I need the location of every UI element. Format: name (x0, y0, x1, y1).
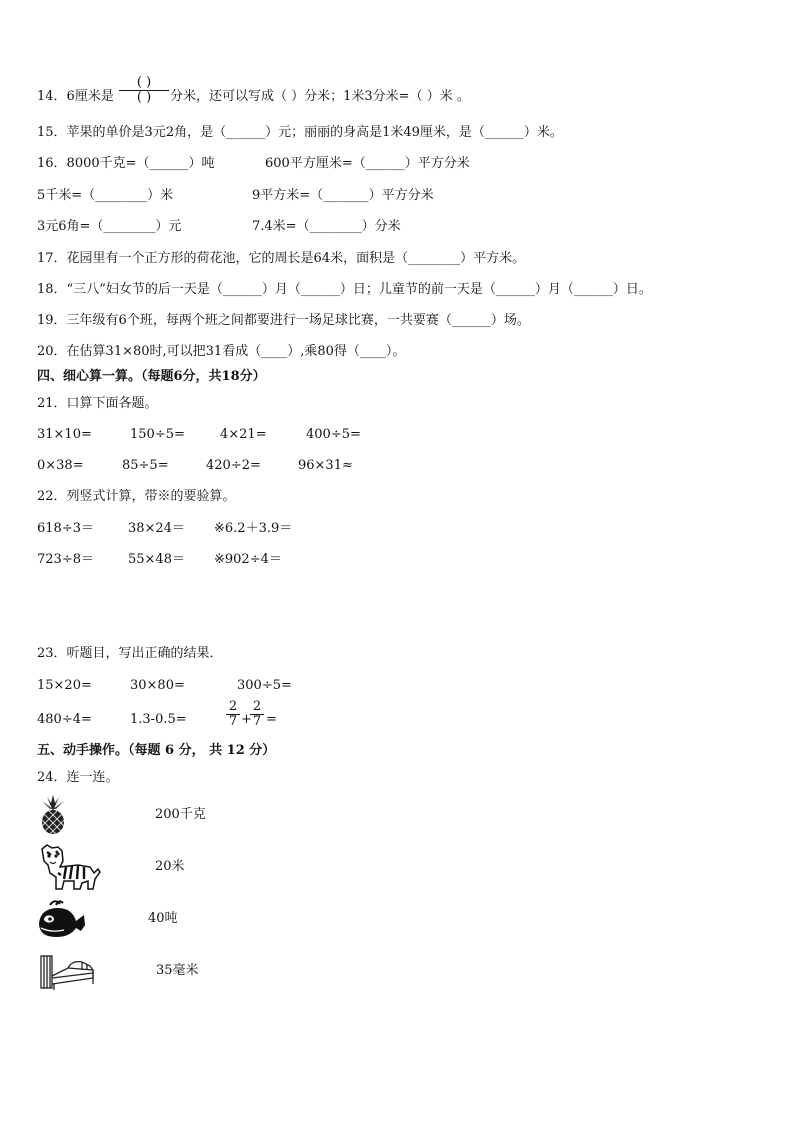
q16-item-d: 9平方米=（_______）平方分米 (252, 188, 434, 203)
q24-label-4: 35毫米 (156, 963, 199, 978)
q21-r1-c1: 31×10= (37, 427, 92, 442)
q21-r2-c1: 0×38= (37, 458, 84, 473)
q22-r2-c2: 55×48＝ (128, 552, 185, 567)
q23-fraction-b (250, 700, 264, 729)
q23-plus-sign: + (241, 712, 252, 727)
bed-icon (38, 948, 96, 992)
q18-text: 18．“三八”妇女节的后一天是（______）月（______）日；儿童节的前一天是（______）月（______）日。 (37, 282, 652, 297)
q21-r1-c2: 150÷5= (130, 427, 185, 442)
pineapple-icon (36, 795, 70, 835)
q14-fraction-numerator: ( ) (136, 75, 152, 90)
q21-r1-c3: 4×21= (220, 427, 267, 442)
q22-r2-c3: ※902÷4＝ (214, 552, 282, 567)
q16-item-f: 7.4米=（________）分米 (252, 219, 401, 234)
q21-r2-c4: 96×31≈ (298, 458, 353, 473)
q22-r2-c1: 723÷8＝ (37, 552, 94, 567)
q23-r2-c1: 480÷4= (37, 712, 92, 727)
q16-item-e: 3元6角=（________）元 (37, 219, 182, 234)
section-5-heading: 五、动手操作。（每题 6 分， 共 12 分） (37, 743, 276, 758)
q24-label-3: 40吨 (148, 911, 178, 926)
q24-title: 24．连一连。 (37, 770, 119, 785)
whale-icon (36, 897, 88, 939)
q20-text: 20．在估算31×80时,可以把31看成（____）,乘80得（____）。 (37, 344, 406, 359)
q23-title: 23．听题目，写出正确的结果． (37, 646, 223, 661)
q23-r2-c2: 1.3-0.5= (130, 712, 187, 727)
q15-text: 15．苹果的单价是3元2角，是（______）元；丽丽的身高是1米49厘米，是（______）米。 (37, 125, 563, 140)
q23-fraction-a (226, 700, 240, 729)
q22-r1-c1: 618÷3＝ (37, 521, 94, 536)
q22-title: 22．列竖式计算，带※的要验算。 (37, 489, 236, 504)
q23-r1-c1: 15×20= (37, 678, 92, 693)
q22-r1-c2: 38×24＝ (128, 521, 185, 536)
q14-prefix: 14．6厘米是 (37, 89, 114, 104)
q24-label-1: 200千克 (155, 807, 206, 822)
q21-r2-c2: 85÷5= (122, 458, 169, 473)
q23-equals-sign: = (266, 712, 277, 727)
q22-r1-c3: ※6.2＋3.9＝ (214, 521, 293, 536)
q14-fraction (119, 76, 169, 105)
q23-r1-c3: 300÷5= (237, 678, 292, 693)
q23-r1-c2: 30×80= (130, 678, 185, 693)
q21-r1-c4: 400÷5= (306, 427, 361, 442)
q16-item-a: 16．8000千克=（______）吨 (37, 156, 215, 171)
q23-fraction-a-denominator: 7 (228, 714, 238, 729)
q16-item-c: 5千米=（________）米 (37, 188, 174, 203)
q23-fraction-a-numerator: 2 (228, 699, 238, 714)
q14-fraction-denominator: ( ) (136, 90, 152, 105)
q23-fraction-b-denominator: 7 (252, 714, 262, 729)
q14-suffix: 分米，还可以写成（ ）分米；1米3分米=（ ）米 。 (170, 89, 470, 104)
q21-title: 21．口算下面各题。 (37, 396, 158, 411)
q19-text: 19．三年级有6个班，每两个班之间都要进行一场足球比赛，一共要赛（______）场。 (37, 313, 530, 328)
section-4-heading: 四、细心算一算。（每题6分，共18分） (37, 369, 266, 384)
q21-r2-c3: 420÷2= (206, 458, 261, 473)
q16-item-b: 600平方厘米=（______）平方分米 (265, 156, 470, 171)
q17-text: 17．花园里有一个正方形的荷花池，它的周长是64米，面积是（________）平方米。 (37, 251, 526, 266)
q23-fraction-b-numerator: 2 (252, 699, 262, 714)
q24-label-2: 20米 (155, 859, 185, 874)
tiger-icon (38, 843, 102, 891)
